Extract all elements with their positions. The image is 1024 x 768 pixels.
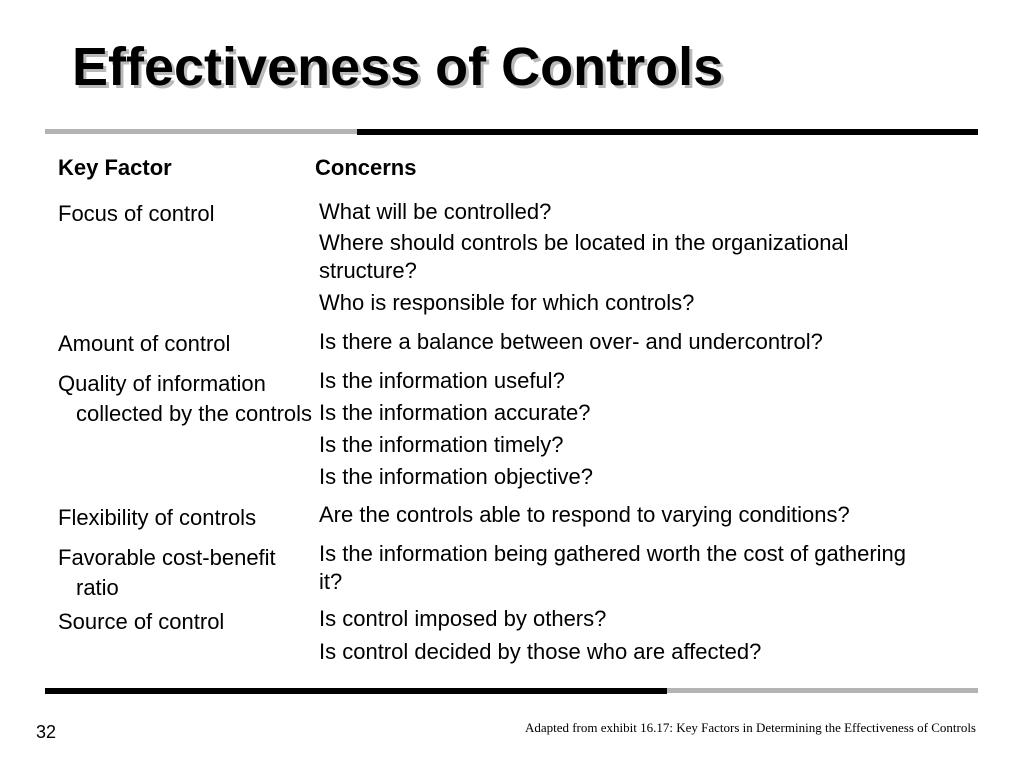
slide-title: Effectiveness of Controls — [72, 37, 724, 97]
concern-6-2: Is control decided by those who are affected? — [319, 639, 762, 664]
factor-source-of-control: Source of control — [58, 609, 225, 634]
concerns-header: Concerns — [315, 155, 417, 180]
concern-5-1: Is the information being gathered worth the cost of gathering it? — [319, 541, 907, 594]
concern-1-3: Who is responsible for which controls? — [319, 290, 695, 315]
factor-flexibility: Flexibility of controls — [58, 505, 257, 530]
factor-quality-of-information: Quality of information collected by the controls — [58, 371, 313, 426]
factor-focus-of-control: Focus of control — [58, 201, 215, 226]
concern-2-1: Is there a balance between over- and undercontrol? — [319, 329, 823, 354]
bottom-rule-grey — [667, 688, 978, 693]
concern-1-1: What will be controlled? — [319, 199, 552, 224]
concern-3-1: Is the information useful? — [319, 368, 565, 393]
concern-4-1: Are the controls able to respond to varying conditions? — [319, 502, 850, 527]
concern-6-1: Is control imposed by others? — [319, 606, 607, 631]
key-factor-header: Key Factor — [58, 155, 172, 180]
source-citation: Adapted from exhibit 16.17: Key Factors in Determining the Effectiveness of Controls — [524, 720, 976, 735]
concern-1-2: Where should controls be located in the organizational structure? — [319, 230, 849, 283]
top-rule-grey — [45, 129, 357, 134]
concern-3-2: Is the information accurate? — [319, 400, 591, 425]
top-rule-black — [357, 129, 978, 135]
factor-cost-benefit: Favorable cost-benefit ratio — [58, 545, 276, 600]
concern-3-3: Is the information timely? — [319, 432, 564, 457]
factor-amount-of-control: Amount of control — [58, 331, 231, 356]
page-number: 32 — [36, 722, 57, 742]
bottom-rule-black — [45, 688, 667, 694]
concern-3-4: Is the information objective? — [319, 464, 593, 489]
